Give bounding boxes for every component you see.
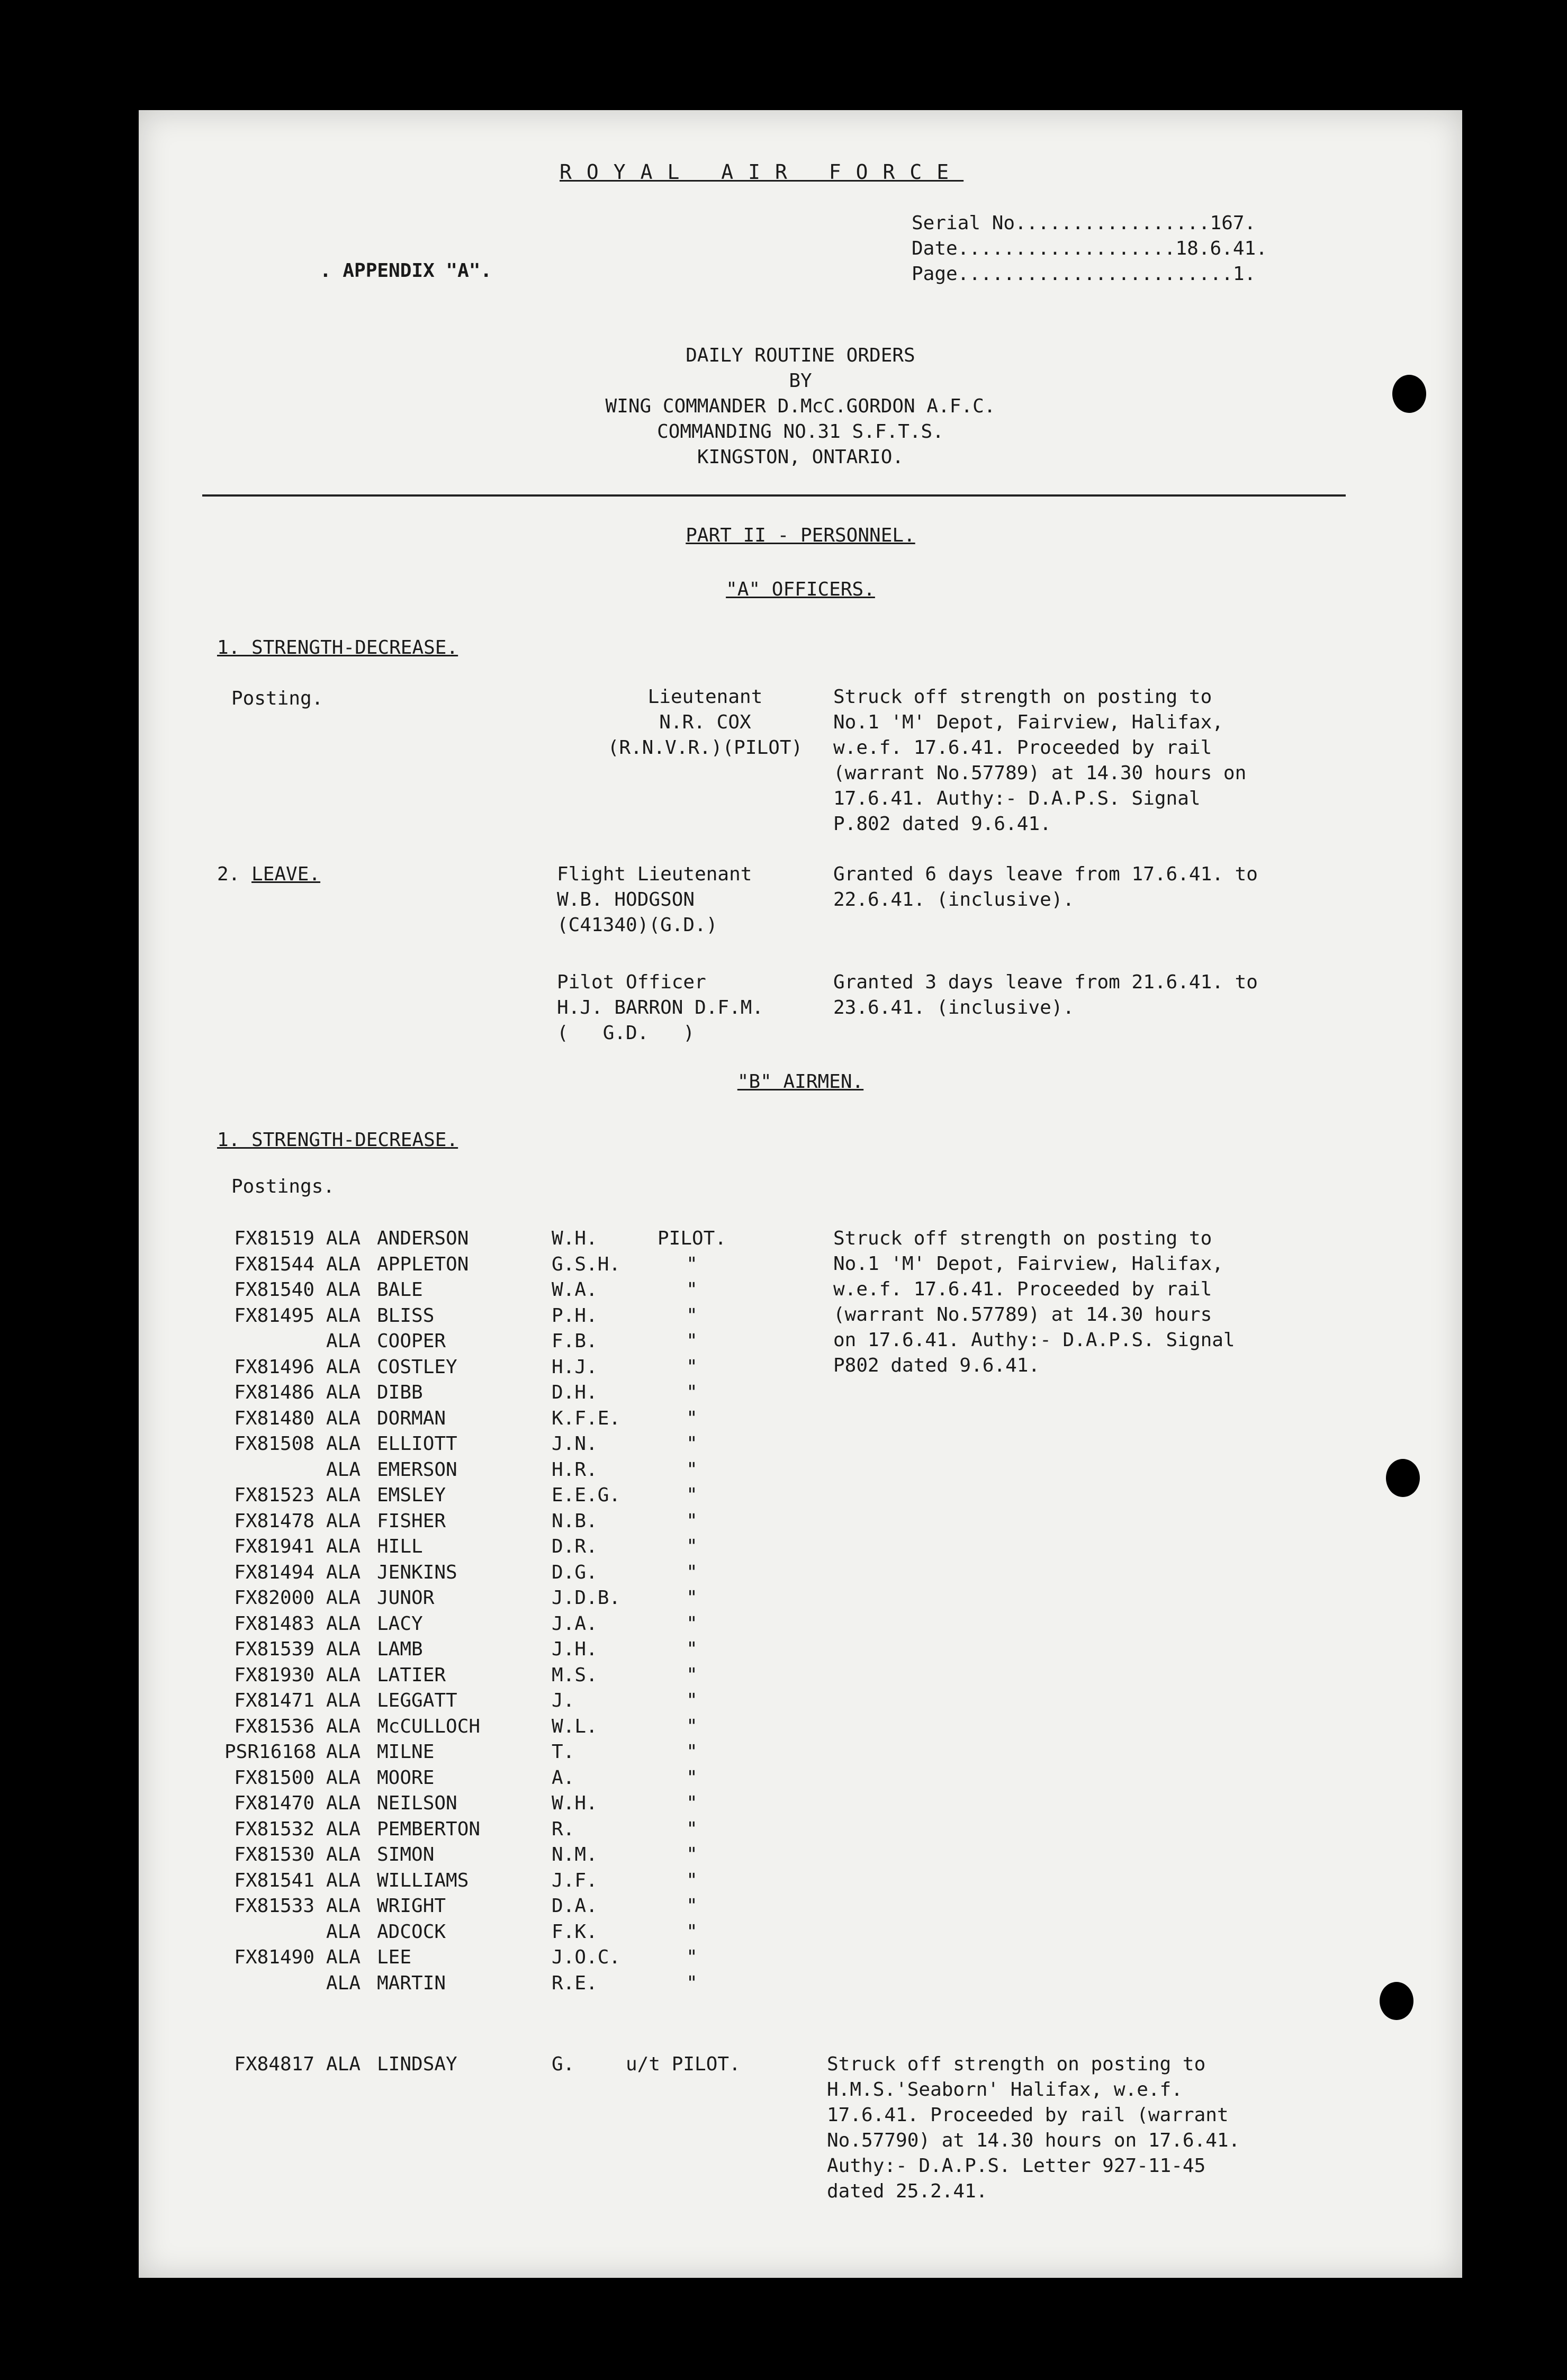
service-number: FX81483 bbox=[234, 1612, 314, 1635]
trade: " bbox=[686, 1869, 698, 1891]
service-number: PSR16168 bbox=[224, 1741, 317, 1763]
document-page bbox=[139, 110, 1462, 2278]
service-number: FX81490 bbox=[234, 1946, 314, 1968]
initials: D.A. bbox=[552, 1895, 598, 1917]
initials: G.S.H. bbox=[552, 1253, 621, 1275]
service-number: FX82000 bbox=[234, 1587, 314, 1609]
initials: M.S. bbox=[552, 1664, 598, 1686]
trade: " bbox=[686, 1946, 698, 1968]
orders-title-line: KINGSTON, ONTARIO. bbox=[697, 446, 904, 468]
service-number: FX81533 bbox=[234, 1895, 314, 1917]
service-number: FX81544 bbox=[234, 1253, 314, 1275]
trade: " bbox=[686, 1792, 698, 1814]
trade: u/t PILOT. bbox=[626, 2053, 741, 2075]
trade: " bbox=[686, 1484, 698, 1506]
rank: ALA bbox=[326, 1330, 361, 1352]
service-number: FX81541 bbox=[234, 1869, 314, 1891]
service-number: FX81930 bbox=[234, 1664, 314, 1686]
trade: " bbox=[686, 1458, 698, 1481]
initials: J. bbox=[552, 1690, 575, 1711]
initials: R. bbox=[552, 1818, 575, 1840]
surname: MILNE bbox=[377, 1741, 435, 1763]
initials: R.E. bbox=[552, 1972, 598, 1994]
initials: E.E.G. bbox=[552, 1484, 621, 1506]
surname: JUNOR bbox=[377, 1587, 435, 1609]
service-number: FX81530 bbox=[234, 1844, 314, 1865]
rank: ALA bbox=[326, 1253, 361, 1275]
officer-branch: (R.N.V.R.)(PILOT) bbox=[607, 737, 803, 759]
trade: " bbox=[686, 1972, 698, 1994]
service-number: FX84817 bbox=[234, 2053, 314, 2075]
trade: " bbox=[686, 1356, 698, 1378]
surname: ELLIOTT bbox=[377, 1433, 457, 1455]
service-number: FX81470 bbox=[234, 1792, 314, 1814]
trade: " bbox=[686, 1433, 698, 1455]
surname: SIMON bbox=[377, 1844, 435, 1865]
rank: ALA bbox=[326, 1766, 361, 1789]
document-title: ROYAL AIR FORCE bbox=[560, 160, 964, 184]
surname: JENKINS bbox=[377, 1561, 457, 1583]
posting-details: Struck off strength on posting to No.1 'M' Depot, Fairview, Halifax, w.e.f. 17.6.41. Proceeded by rail (warrant No.57789) at 14.30 hours on 17.6.41. Authy:- D.A.P.S. Signal P.802 dated 9.6.41. bbox=[833, 686, 1247, 835]
officer-service-number: (C41340)(G.D.) bbox=[557, 914, 718, 936]
punch-hole bbox=[1386, 1459, 1420, 1497]
rank: ALA bbox=[326, 1869, 361, 1891]
posting-details: Struck off strength on posting to No.1 'M' Depot, Fairview, Halifax, w.e.f. 17.6.41. Proceeded by rail (warrant No.57789) at 14.30 hours on 17.6.41. Authy:- D.A.P.S. Signal P802 dated 9.6.41. bbox=[833, 1228, 1235, 1376]
leave-details: Granted 6 days leave from 17.6.41. to 22.6.41. (inclusive). bbox=[833, 863, 1258, 910]
trade: " bbox=[686, 1690, 698, 1711]
rank: ALA bbox=[326, 1895, 361, 1917]
initials: G. bbox=[552, 2053, 575, 2075]
service-number: FX81480 bbox=[234, 1407, 314, 1429]
officer-branch: ( G.D. ) bbox=[557, 1022, 695, 1044]
initials: N.B. bbox=[552, 1510, 598, 1532]
trade: " bbox=[686, 1715, 698, 1737]
service-number bbox=[224, 1329, 314, 1355]
trade: " bbox=[686, 1536, 698, 1557]
rank: ALA bbox=[326, 1433, 361, 1455]
trade: " bbox=[686, 1895, 698, 1917]
posting-details: Struck off strength on posting to H.M.S.'Seaborn' Halifax, w.e.f. 17.6.41. Proceeded by rail (warrant No.57790) at 14.30 hours on 17.6.41. Authy:- D.A.P.S. Letter 927-11-45 dated 25.2.41. bbox=[827, 2053, 1240, 2202]
page-number: Page........................1. bbox=[912, 263, 1256, 285]
rank: ALA bbox=[326, 1304, 361, 1327]
orders-title-line: BY bbox=[789, 370, 812, 392]
service-number bbox=[224, 1457, 314, 1483]
service-number: FX81536 bbox=[234, 1715, 314, 1737]
rank: ALA bbox=[326, 2053, 361, 2075]
rank: ALA bbox=[326, 1844, 361, 1865]
surname: COOPER bbox=[377, 1330, 446, 1352]
initials: A. bbox=[552, 1766, 575, 1789]
surname: LEGGATT bbox=[377, 1690, 457, 1711]
trade: " bbox=[686, 1561, 698, 1583]
rank-column bbox=[326, 1226, 361, 1996]
trade: " bbox=[686, 1612, 698, 1635]
rank: ALA bbox=[326, 1279, 361, 1301]
serial-number: Serial No.................167. bbox=[912, 212, 1256, 234]
postings-subheading: Postings. bbox=[231, 1176, 335, 1197]
service-number: FX81471 bbox=[234, 1690, 314, 1711]
rank: ALA bbox=[326, 1638, 361, 1660]
initials: D.R. bbox=[552, 1536, 598, 1557]
trade: " bbox=[686, 1844, 698, 1865]
rank: ALA bbox=[326, 1741, 361, 1763]
rank: ALA bbox=[326, 1664, 361, 1686]
service-number: FX81500 bbox=[234, 1766, 314, 1789]
service-number: FX81478 bbox=[234, 1510, 314, 1532]
surname: EMERSON bbox=[377, 1458, 457, 1481]
initials: H.R. bbox=[552, 1458, 598, 1481]
trade: " bbox=[686, 1407, 698, 1429]
initials: P.H. bbox=[552, 1304, 598, 1327]
rank: ALA bbox=[326, 1715, 361, 1737]
surname: ANDERSON bbox=[377, 1228, 469, 1249]
rank: ALA bbox=[326, 1228, 361, 1249]
service-number: FX81494 bbox=[234, 1561, 314, 1583]
service-number: FX81539 bbox=[234, 1638, 314, 1660]
surname: WRIGHT bbox=[377, 1895, 446, 1917]
orders-title-line: WING COMMANDER D.McC.GORDON A.F.C. bbox=[605, 395, 996, 417]
section-b-heading: "B" AIRMEN. bbox=[737, 1071, 864, 1093]
initials: J.F. bbox=[552, 1869, 598, 1891]
service-number: FX81523 bbox=[234, 1484, 314, 1506]
surname: ADCOCK bbox=[377, 1921, 446, 1943]
document-date: Date...................18.6.41. bbox=[912, 238, 1267, 259]
service-number: FX81496 bbox=[234, 1356, 314, 1378]
rank: ALA bbox=[326, 1587, 361, 1609]
rank: ALA bbox=[326, 1946, 361, 1968]
service-number: FX81540 bbox=[234, 1279, 314, 1301]
rank: ALA bbox=[326, 1818, 361, 1840]
section-a-heading: "A" OFFICERS. bbox=[726, 579, 875, 600]
divider-rule bbox=[202, 494, 1346, 497]
initials: D.G. bbox=[552, 1561, 598, 1583]
officer-name: W.B. HODGSON bbox=[557, 889, 695, 910]
surname: LACY bbox=[377, 1612, 423, 1635]
rank: ALA bbox=[326, 1972, 361, 1994]
rank: ALA bbox=[326, 1561, 361, 1583]
initials-column bbox=[552, 1226, 620, 1996]
trade: " bbox=[686, 1279, 698, 1301]
officer-name: N.R. COX bbox=[659, 711, 751, 733]
trade: " bbox=[686, 1921, 698, 1943]
appendix-label: . APPENDIX "A". bbox=[320, 260, 492, 282]
rank: ALA bbox=[326, 1792, 361, 1814]
initials: W.A. bbox=[552, 1279, 598, 1301]
service-number-column bbox=[224, 1226, 317, 1996]
service-number bbox=[224, 1971, 314, 1997]
surname: DIBB bbox=[377, 1382, 423, 1403]
leave-heading: 2. LEAVE. bbox=[217, 863, 321, 885]
orders-title-line: DAILY ROUTINE ORDERS bbox=[686, 345, 915, 366]
trade: " bbox=[686, 1741, 698, 1763]
trade: " bbox=[686, 1638, 698, 1660]
trade: " bbox=[686, 1510, 698, 1532]
service-number: FX81941 bbox=[234, 1536, 314, 1557]
rank: ALA bbox=[326, 1536, 361, 1557]
surname: LATIER bbox=[377, 1664, 446, 1686]
surname: BLISS bbox=[377, 1304, 435, 1327]
service-number: FX81495 bbox=[234, 1304, 314, 1327]
rank: ALA bbox=[326, 1356, 361, 1378]
officer-name: H.J. BARRON D.F.M. bbox=[557, 997, 764, 1018]
trade: " bbox=[686, 1382, 698, 1403]
initials: J.N. bbox=[552, 1433, 598, 1455]
surname: LEE bbox=[377, 1946, 412, 1968]
trade: " bbox=[686, 1766, 698, 1789]
surname: BALE bbox=[377, 1279, 423, 1301]
initials: W.H. bbox=[552, 1228, 598, 1249]
punch-hole bbox=[1380, 1982, 1413, 2020]
surname: HILL bbox=[377, 1536, 423, 1557]
trade: " bbox=[686, 1304, 698, 1327]
service-number: FX81486 bbox=[234, 1382, 314, 1403]
trade: " bbox=[686, 1587, 698, 1609]
surname: FISHER bbox=[377, 1510, 446, 1532]
service-number bbox=[224, 1919, 314, 1945]
surname: EMSLEY bbox=[377, 1484, 446, 1506]
rank: ALA bbox=[326, 1407, 361, 1429]
trade-column bbox=[647, 1226, 737, 1996]
initials: J.A. bbox=[552, 1612, 598, 1635]
surname-column bbox=[377, 1226, 480, 1996]
surname: NEILSON bbox=[377, 1792, 457, 1814]
initials: W.L. bbox=[552, 1715, 598, 1737]
initials: H.J. bbox=[552, 1356, 598, 1378]
trade: " bbox=[686, 1818, 698, 1840]
initials: W.H. bbox=[552, 1792, 598, 1814]
posting-subheading: Posting. bbox=[231, 688, 323, 709]
initials: N.M. bbox=[552, 1844, 598, 1865]
leave-details: Granted 3 days leave from 21.6.41. to 23.6.41. (inclusive). bbox=[833, 971, 1258, 1018]
trade: " bbox=[686, 1664, 698, 1686]
officer-rank: Lieutenant bbox=[647, 686, 763, 708]
initials: J.D.B. bbox=[552, 1587, 621, 1609]
officer-rank: Flight Lieutenant bbox=[557, 863, 752, 885]
surname: PEMBERTON bbox=[377, 1818, 481, 1840]
rank: ALA bbox=[326, 1484, 361, 1506]
rank: ALA bbox=[326, 1510, 361, 1532]
initials: F.B. bbox=[552, 1330, 598, 1352]
strength-decrease-heading: 1. STRENGTH-DECREASE. bbox=[217, 1129, 458, 1151]
rank: ALA bbox=[326, 1612, 361, 1635]
strength-decrease-heading: 1. STRENGTH-DECREASE. bbox=[217, 637, 458, 659]
surname: McCULLOCH bbox=[377, 1715, 481, 1737]
service-number: FX81508 bbox=[234, 1433, 314, 1455]
surname: APPLETON bbox=[377, 1253, 469, 1275]
surname: MOORE bbox=[377, 1766, 435, 1789]
rank: ALA bbox=[326, 1921, 361, 1943]
initials: D.H. bbox=[552, 1382, 598, 1403]
surname: COSTLEY bbox=[377, 1356, 457, 1378]
part-heading: PART II - PERSONNEL. bbox=[686, 525, 915, 546]
service-number: FX81519 bbox=[234, 1228, 314, 1249]
initials: J.H. bbox=[552, 1638, 598, 1660]
orders-title-line: COMMANDING NO.31 S.F.T.S. bbox=[657, 421, 944, 443]
initials: J.O.C. bbox=[552, 1946, 621, 1968]
surname: MARTIN bbox=[377, 1972, 446, 1994]
rank: ALA bbox=[326, 1690, 361, 1711]
rank: ALA bbox=[326, 1458, 361, 1481]
trade: " bbox=[686, 1253, 698, 1275]
initials: T. bbox=[552, 1741, 575, 1763]
initials: K.F.E. bbox=[552, 1407, 621, 1429]
surname: WILLIAMS bbox=[377, 1869, 469, 1891]
trade: " bbox=[686, 1330, 698, 1352]
officer-rank: Pilot Officer bbox=[557, 971, 706, 993]
surname: DORMAN bbox=[377, 1407, 446, 1429]
surname: LAMB bbox=[377, 1638, 423, 1660]
rank: ALA bbox=[326, 1382, 361, 1403]
initials: F.K. bbox=[552, 1921, 598, 1943]
trade: PILOT. bbox=[657, 1228, 727, 1249]
surname: LINDSAY bbox=[377, 2053, 457, 2075]
service-number: FX81532 bbox=[234, 1818, 314, 1840]
